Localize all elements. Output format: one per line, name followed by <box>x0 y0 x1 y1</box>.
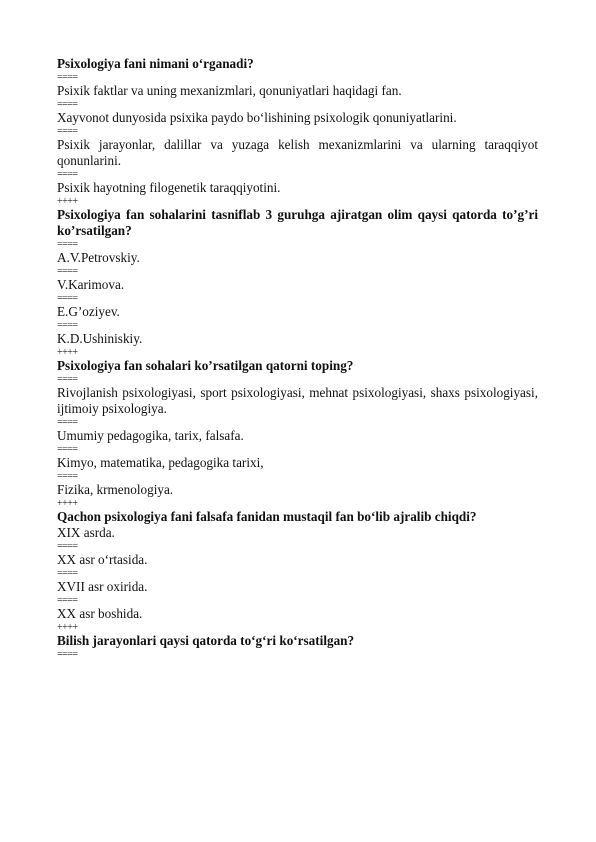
answer-option: XIX asrda. <box>57 525 115 540</box>
separator-marker: ==== <box>57 126 78 137</box>
separator-marker: ==== <box>57 72 78 83</box>
answer-option: XX asr o‘rtasida. <box>57 552 148 567</box>
separator-marker: ++++ <box>57 622 78 633</box>
question-text: Psixologiya fani nimani o‘rganadi? <box>57 56 254 71</box>
question-text: Qachon psixologiya fani falsafa fanidan mustaqil fan bo‘lib ajralib chiqdi? <box>57 509 477 524</box>
answer-option: XVII asr oxirida. <box>57 579 148 594</box>
question-text: Psixologiya fan sohalarini tasniflab 3 guruhga ajiratgan olim qaysi qatorda to’g’ri ko’rsatilgan? <box>57 207 538 238</box>
question-text: Psixologiya fan sohalari ko’rsatilgan qatorni toping? <box>57 358 354 373</box>
separator-marker: ==== <box>57 417 78 428</box>
separator-marker: ++++ <box>57 498 78 509</box>
separator-marker: ++++ <box>57 347 78 358</box>
separator-marker: ==== <box>57 169 78 180</box>
answer-option: Kimyo, matematika, pedagogika tarixi, <box>57 455 264 470</box>
answer-option: A.V.Petrovskiy. <box>57 250 140 265</box>
question-text: Bilish jarayonlari qaysi qatorda to‘g‘ri ko‘rsatilgan? <box>57 633 355 648</box>
answer-option: XX asr boshida. <box>57 606 143 621</box>
answer-option: K.D.Ushiniskiy. <box>57 331 143 346</box>
separator-marker: ==== <box>57 239 78 250</box>
answer-option: Psixik hayotning filogenetik taraqqiyotini. <box>57 180 281 195</box>
separator-marker: ==== <box>57 649 78 660</box>
separator-marker: ==== <box>57 99 78 110</box>
answer-option: Psixik jarayonlar, dalillar va yuzaga kelish mexanizmlarini va ularning taraqqiyot qonunlarini. <box>57 137 538 168</box>
separator-marker: ==== <box>57 266 78 277</box>
separator-marker: ==== <box>57 293 78 304</box>
answer-option: V.Karimova. <box>57 277 125 292</box>
answer-option: Xayvonot dunyosida psixika paydo bo‘lishining psixologik qonuniyatlarini. <box>57 110 457 125</box>
separator-marker: ==== <box>57 320 78 331</box>
answer-option: Fizika, krmenologiya. <box>57 482 174 497</box>
answer-option: E.G’oziyev. <box>57 304 120 319</box>
separator-marker: ==== <box>57 568 78 579</box>
separator-marker: ==== <box>57 444 78 455</box>
answer-option: Umumiy pedagogika, tarix, falsafa. <box>57 428 244 443</box>
separator-marker: ==== <box>57 595 78 606</box>
answer-option: Rivojlanish psixologiyasi, sport psixologiyasi, mehnat psixologiyasi, shaxs psixologiyasi, ijtimoiy psixologiya. <box>57 385 538 416</box>
separator-marker: ==== <box>57 471 78 482</box>
separator-marker: ==== <box>57 541 78 552</box>
separator-marker: ==== <box>57 374 78 385</box>
document-page <box>57 56 538 660</box>
answer-option: Psixik faktlar va uning mexanizmlari, qonuniyatlari haqidagi fan. <box>57 83 402 98</box>
separator-marker: ++++ <box>57 196 78 207</box>
